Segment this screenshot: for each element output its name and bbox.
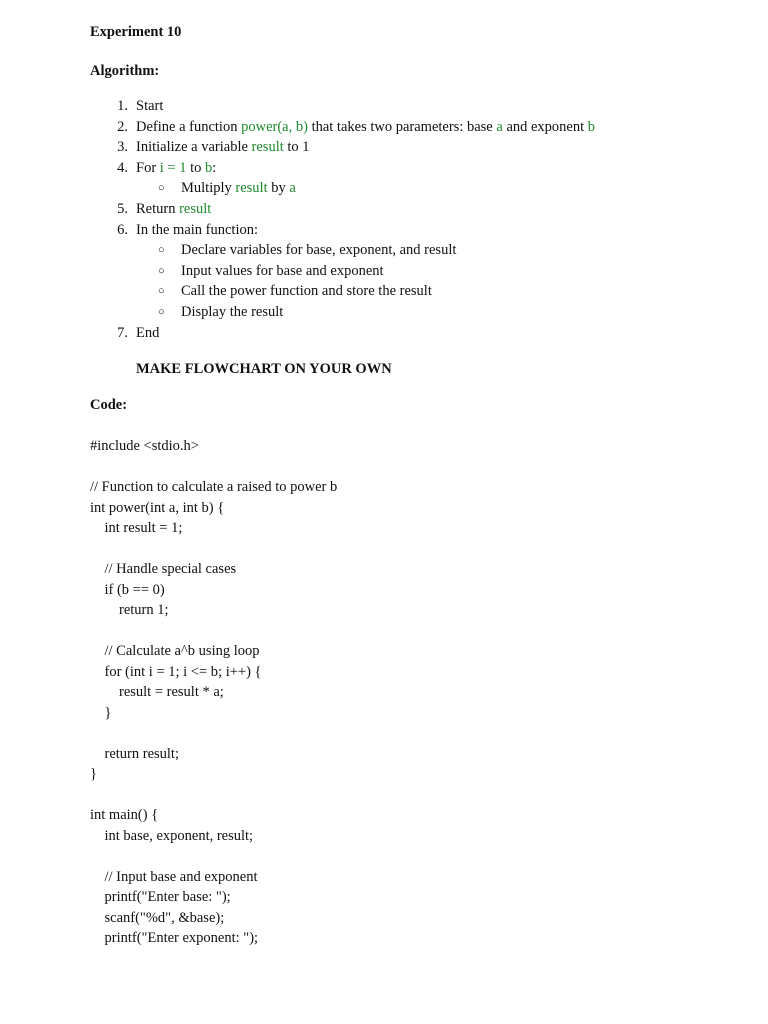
step-text xyxy=(136,323,159,343)
step-segment: Call the power function and store the result xyxy=(181,283,432,299)
code-line: result = result * a; xyxy=(90,684,224,700)
step-segment: End xyxy=(136,325,160,341)
step-number: 2. xyxy=(117,119,128,135)
sub-step-text xyxy=(181,261,384,281)
step-number: 4. xyxy=(117,160,128,176)
code-line: printf("Enter exponent: "); xyxy=(90,930,259,946)
highlighted-term: a xyxy=(289,180,296,196)
step-text xyxy=(136,199,211,219)
bullet-icon: ○ xyxy=(158,244,165,256)
step-segment: that takes two parameters: base xyxy=(307,119,497,135)
step-segment: For xyxy=(136,160,160,176)
bullet-icon: ○ xyxy=(158,182,165,194)
step-segment: Return xyxy=(136,201,180,217)
step-segment: In the main function: xyxy=(136,222,259,238)
highlighted-term: b xyxy=(205,160,213,176)
step-number: 3. xyxy=(117,139,128,155)
flowchart-instruction: MAKE FLOWCHART ON YOUR OWN xyxy=(136,361,392,377)
step-segment: Start xyxy=(136,98,164,114)
sub-step-text xyxy=(181,281,432,301)
code-line: return result; xyxy=(90,746,179,762)
bullet-icon: ○ xyxy=(158,306,165,318)
step-segment: Multiply xyxy=(181,180,236,196)
code-line: // Function to calculate a raised to power b xyxy=(90,479,338,495)
code-line: int result = 1; xyxy=(90,520,183,536)
step-text xyxy=(136,96,163,116)
code-line: } xyxy=(90,705,112,721)
step-number: 6. xyxy=(117,222,128,238)
sub-step-text xyxy=(181,178,296,198)
algorithm-heading: Algorithm: xyxy=(90,63,160,79)
step-number: 5. xyxy=(117,201,128,217)
sub-step-text xyxy=(181,302,283,322)
step-segment: to 1 xyxy=(283,139,310,155)
highlighted-term: result xyxy=(179,201,212,217)
step-text xyxy=(136,137,310,157)
code-line: int power(int a, int b) { xyxy=(90,500,225,516)
code-line: return 1; xyxy=(90,602,169,618)
code-line: printf("Enter base: "); xyxy=(90,889,231,905)
step-segment: to xyxy=(186,160,206,176)
step-number: 7. xyxy=(117,325,128,341)
step-segment: Input values for base and exponent xyxy=(181,263,384,279)
code-line: #include <stdio.h> xyxy=(90,438,199,454)
step-number: 1. xyxy=(117,98,128,114)
code-line: int main() { xyxy=(90,807,159,823)
highlighted-term: a xyxy=(496,119,503,135)
code-line: // Input base and exponent xyxy=(90,869,258,885)
sub-step-text xyxy=(181,240,456,260)
step-segment: : xyxy=(212,160,217,176)
code-line: for (int i = 1; i <= b; i++) { xyxy=(90,664,262,680)
step-segment: Define a function xyxy=(136,119,242,135)
code-line: // Calculate a^b using loop xyxy=(90,643,260,659)
step-segment: Initialize a variable xyxy=(136,139,252,155)
code-line: // Handle special cases xyxy=(90,561,237,577)
step-text xyxy=(136,158,216,178)
code-line: scanf("%d", &base); xyxy=(90,910,225,926)
highlighted-term: power(a, b) xyxy=(241,119,308,135)
step-segment: Display the result xyxy=(181,304,284,320)
bullet-icon: ○ xyxy=(158,265,165,277)
step-text xyxy=(136,220,258,240)
code-line: } xyxy=(90,766,97,782)
highlighted-term: result xyxy=(235,180,268,196)
highlighted-term: result xyxy=(251,139,284,155)
code-heading: Code: xyxy=(90,397,128,413)
step-segment: by xyxy=(267,180,290,196)
highlighted-term: i = 1 xyxy=(159,160,187,176)
bullet-icon: ○ xyxy=(158,285,165,297)
code-line: int base, exponent, result; xyxy=(90,828,254,844)
highlighted-term: b xyxy=(587,119,596,135)
step-segment: Declare variables for base, exponent, and result xyxy=(181,242,457,258)
step-segment: and exponent xyxy=(502,119,588,135)
code-line: if (b == 0) xyxy=(90,582,165,598)
experiment-title: Experiment 10 xyxy=(90,24,182,40)
step-text xyxy=(136,117,595,137)
